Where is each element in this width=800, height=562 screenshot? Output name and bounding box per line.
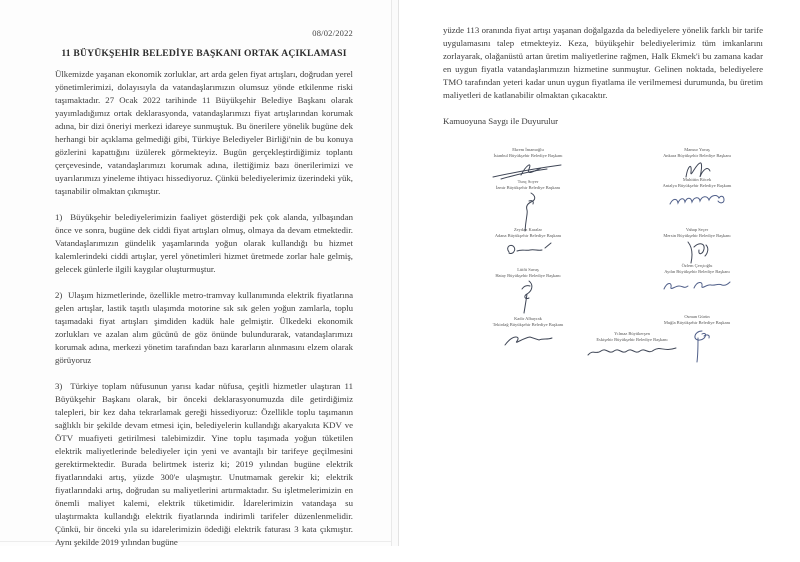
signature-scribble [660, 275, 734, 297]
signatory-name: Tunç Soyer [517, 179, 539, 184]
signatory-name: Kadir Albayrak [514, 316, 542, 321]
signature-block-secer [622, 227, 772, 265]
signature-block-bocek [622, 177, 772, 211]
paragraph-continuation: yüzde 113 oranında fiyat artışı yaşanan doğalgazda da belediyelere yönelik farklı bir tarife uygulamasını talep etmekteyiz. Keza, büyükşehir belediyelerimiz tüm imkanlarını zorlayarak, olağanüstü artan üretim maliyetlerine rağmen, Halk Ekmek'i bu zamana kadar en uygun fiyatla vatandaşlarımızın hizmetine sunmuştur. Gelinen noktada, belediyelere TMO tarafından yeteri kadar unun uygun fiyatlama ile verilmemesi durumunda, bu üretim maliyetleri de katlanabilir olmaktan çıkacaktır. [443, 25, 763, 100]
signatory-name: Ekrem İmamoğlu [512, 147, 544, 152]
signature-block-soyer [453, 179, 603, 233]
signature-block-cercioglu [622, 263, 772, 297]
signature-scribble [499, 328, 557, 350]
signature-scribble [584, 343, 680, 359]
signatory-title: İstanbul Büyükşehir Belediye Başkanı [493, 152, 563, 158]
paragraph-item-1: 1) Büyükşehir belediyelerimizin faaliyet gösterdiği pek çok alanda, yılbaşından önce ve sonra, bugüne dek ciddi fiyat artışları olmuş, olmaya da devam etmektedir. Vatandaşlarımızın gündelik yaşamlarında yoğun olarak kullandığı bu hizmet kalemlerindeki ciddi artışlar, yerel yönetimleri hizmet üretmede zorlar hale gelmiş, gelecek günlerle ilgili kaygılar oluşturmuştur. [55, 212, 353, 274]
signatory-name: Osman Gürün [684, 314, 710, 319]
signature-scribble [491, 159, 565, 181]
signatory-name: Muhittin Böcek [682, 177, 712, 182]
signature-scribble [499, 239, 557, 261]
signature-scribble [666, 189, 728, 211]
signature-block-savas [453, 267, 603, 315]
signatory-name: Zeydan Karalar [513, 227, 543, 232]
signatory-title: Ankara Büyükşehir Belediye Başkanı [663, 152, 731, 158]
signature-block-karalar [453, 227, 603, 261]
signature-block-buyukersen [557, 331, 707, 359]
document-title: 11 BÜYÜKŞEHİR BELEDİYE BAŞKANI ORTAK AÇIKLAMASI [61, 48, 347, 59]
signatory-title: Muğla Büyükşehir Belediye Başkanı [663, 319, 731, 325]
signatory-name: Özlem Çerçioğlu [681, 263, 713, 268]
signature-scribble [674, 239, 720, 265]
paragraph-item-2: 2) Ulaşım hizmetlerinde, özellikle metro-tramvay kullanımında elektrik fiyatlarına gelen artışlar, lastik taşıtlı ulaşımda motorine sık sık gelen yoğun zamlarla, toplu taşımadaki fiyat artışları şimdiden kadük hale gelmiştir. Ülkedeki ekonomik zorlukları ve azalan alım gücünü de göz önünde bulundurarak, vatandaşlarımızı korumak adına, merkezi yönetim tarafından bazı kararların alınmasını elzem olarak görüyoruz [55, 290, 353, 365]
page-2-content [443, 24, 763, 128]
signatory-title: İzmir Büyükşehir Belediye Başkanı [495, 184, 561, 190]
signatory-title: Antalya Büyükşehir Belediye Başkanı [662, 182, 732, 188]
signatory-name: Vahap Seçer [685, 227, 709, 232]
paragraph-item-3: 3) Türkiye toplam nüfusunun yarısı kadar nüfusa, çeşitli hizmetler ulaştıran 11 Büyükşehir Başkanı olarak, bir önceki deklarasyonumuzda dile getirdiğimiz talepleri, bir kez daha tekrarlamak gereği hissediyoruz: Özellikle toplu taşımanın sağlıklı bir şekilde devam etmesi için, belediyelerin kullandığı akaryakıta KDV ve ÖTV muafiyeti getirilmesi talebimizdir. Yine toplu taşımada yoğun tüketilen elektrik maliyetlerinde belediyeler için yeni ve avantajlı bir tarifeye geçilmesini gerektirmektedir. Burada belirtmek isteriz ki; 2019 yılından bugüne elektrik fiyatlarındaki artış, yüzde 300'e ulaşmıştır. Unutmamak gerekir ki; elektrik fiyatlarındaki artış, doğrudan su maliyetlerini artırmaktadır. Su işletmelerimizin en önemli maliyet kalemi, elektrik tüketimidir. İdarelerimizin vatandaşa su ulaştırmakta kullandığı elektrik fiyatlarında indirimli tarifeler düzenlenmelidir. Çünkü, bir önceki yıla su idarelerimizin ödediği elektrik faturası 3 kata çıkmıştır. Aynı şekilde 2019 yılından bugüne [55, 381, 353, 547]
page-gutter [391, 0, 399, 546]
signatory-name: Mansur Yavaş [684, 147, 710, 152]
signatory-title: Aydın Büyükşehir Belediye Başkanı [664, 268, 730, 274]
paragraph-intro: Ülkemizde yaşanan ekonomik zorluklar, art arda gelen fiyat artışları, doğrudan yerel yönetimlerimizi, dolayısıyla da vatandaşlarımızın olumsuz yönde etkilenme riski taşımaktadır. 27 Ocak 2022 tarihinde 11 Büyükşehir Belediye Başkanı olarak yayımladığımız ortak deklarasyonda, vatandaşlarımızı fiyat artışlarından korumak adına, bir dizi öneriyi merkezi idareye sunmuştuk. Bu önerilere yönelik bugüne dek herhangi bir açıklama gelmediği gibi, Türkiye Belediyeler Birliği'nin de bu konuya gözlerini kapattığını üzülerek görmekteyiz. Bugün gerçekleştirdiğimiz toplantı çerçevesinde, vatandaşlarımızı korumak adına, ilettiğimiz bazı önerilerimizi ve uyarılarımızı yineleme ihtiyacı hissediyoruz. Çünkü belediyelerimiz üzerindeki yük, taşınabilir olmaktan çıkmıştır. [55, 69, 353, 196]
signature-block-imamoglu [453, 147, 603, 181]
signatory-title: Eskişehir Büyükşehir Belediye Başkanı [596, 336, 668, 342]
signatory-title: Adana Büyükşehir Belediye Başkanı [494, 232, 562, 238]
signatory-name: Lütfü Savaş [517, 267, 539, 272]
page-1-content [55, 28, 353, 562]
signatory-title: Tekirdağ Büyükşehir Belediye Başkanı [492, 321, 564, 327]
closing-line: Kamuoyuna Saygı ile Duyurulur [443, 116, 559, 126]
signatory-title: Mersin Büyükşehir Belediye Başkanı [663, 232, 731, 238]
signatory-title: Hatay Büyükşehir Belediye Başkanı [495, 272, 561, 278]
signatory-name: Yılmaz Büyükerşen [614, 331, 650, 336]
signature-scribble [505, 279, 551, 315]
document-date: 08/02/2022 [312, 28, 353, 38]
